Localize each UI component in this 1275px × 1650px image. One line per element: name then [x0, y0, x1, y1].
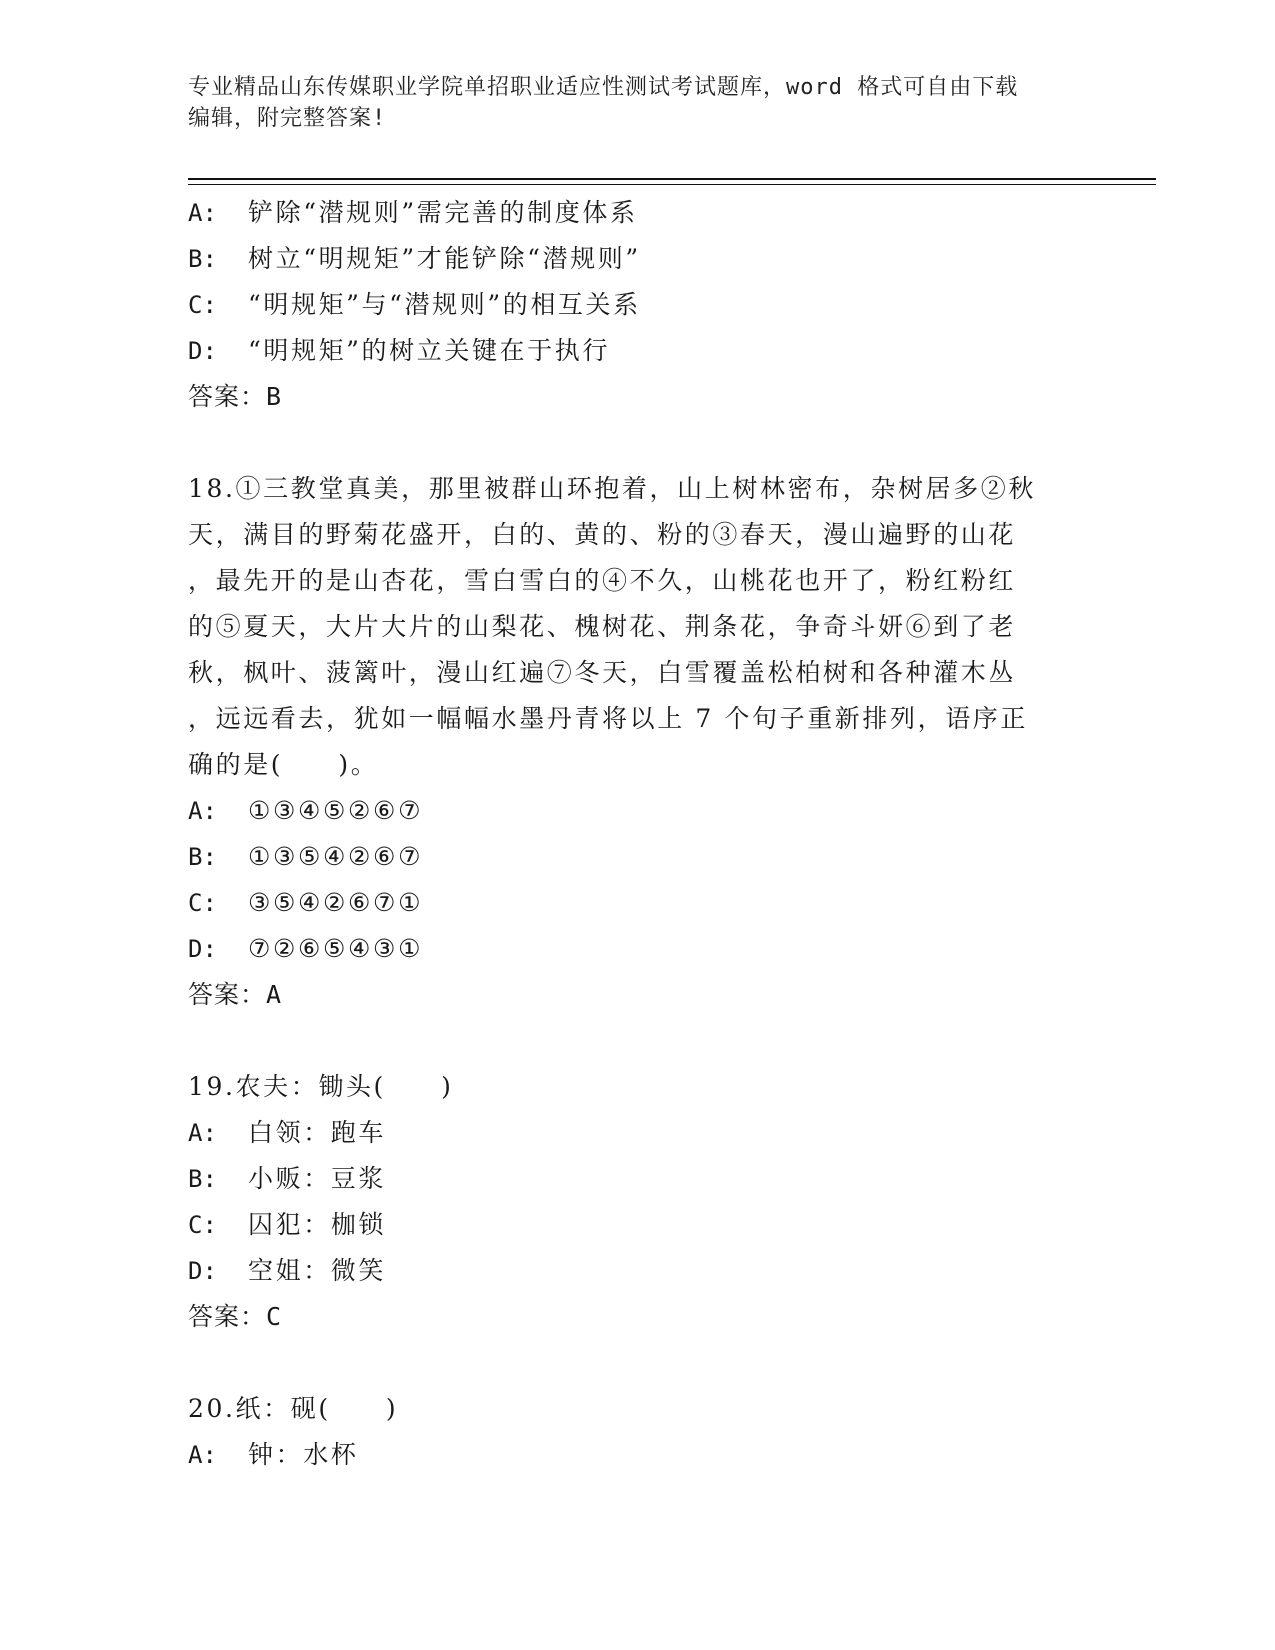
question-stem-line: ，最先开的是山杏花，雪白雪白的④不久，山桃花也开了，粉红粉红 — [188, 566, 1017, 595]
option-row — [188, 1156, 1088, 1202]
answer-row — [188, 1294, 1088, 1340]
option-row — [188, 834, 1088, 880]
option-letter: A: — [188, 199, 217, 227]
option-row — [188, 282, 1088, 328]
answer-label: 答案： — [188, 980, 267, 1009]
question-stem-line: 18.①三教堂真美，那里被群山环抱着，山上树林密布，杂树居多②秋 — [188, 474, 1036, 503]
answer-row — [188, 374, 1088, 420]
option-text: 空姐：微笑 — [248, 1256, 387, 1285]
option-letter: C: — [188, 291, 217, 319]
answer-row — [188, 972, 1088, 1018]
answer-value: A — [266, 980, 283, 1009]
option-letter: C: — [188, 1211, 217, 1239]
option-letter: A: — [188, 1441, 217, 1469]
option-row — [188, 1202, 1088, 1248]
option-row — [188, 926, 1088, 972]
option-text: 树立“明规矩”才能铲除“潜规则” — [248, 244, 641, 273]
answer-label: 答案： — [188, 382, 267, 411]
option-text: 钟：水杯 — [248, 1440, 359, 1469]
option-text: 铲除“潜规则”需完善的制度体系 — [248, 198, 638, 227]
option-letter: D: — [188, 1257, 217, 1285]
question-stem-line: 天，满目的野菊花盛开，白的、黄的、粉的③春天，漫山遍野的山花 — [188, 520, 1017, 549]
question-content — [188, 190, 1088, 1478]
option-letter: C: — [188, 889, 217, 917]
option-text: ⑦②⑥⑤④③① — [248, 934, 424, 963]
question-stem-line: 确的是( )。 — [188, 750, 379, 779]
option-text: ①③④⑤②⑥⑦ — [248, 796, 424, 825]
option-row — [188, 1248, 1088, 1294]
spacer — [188, 420, 1088, 466]
option-letter: B: — [188, 1165, 217, 1193]
option-text: “明规矩”的树立关键在于执行 — [248, 336, 610, 365]
question-stem-line: ，远远看去，犹如一幅幅水墨丹青将以上 7 个句子重新排列，语序正 — [188, 704, 1029, 733]
option-row — [188, 236, 1088, 282]
header-line-1: 专业精品山东传媒职业学院单招职业适应性测试考试题库，word 格式可自由下载 — [188, 75, 1019, 100]
option-letter: B: — [188, 245, 217, 273]
option-row — [188, 1432, 1088, 1478]
option-row — [188, 190, 1088, 236]
question-17 — [188, 190, 1088, 420]
option-text: 囚犯：枷锁 — [248, 1210, 387, 1239]
option-text: “明规矩”与“潜规则”的相互关系 — [248, 290, 641, 319]
option-text: ①③⑤④②⑥⑦ — [248, 842, 424, 871]
question-stem-line: 的⑤夏天，大片大片的山梨花、槐树花、荆条花，争奇斗妍⑥到了老 — [188, 612, 1017, 641]
spacer — [188, 1018, 1088, 1064]
option-row — [188, 328, 1088, 374]
option-text: ③⑤④②⑥⑦① — [248, 888, 424, 917]
question-18 — [188, 466, 1088, 1018]
document-header — [188, 72, 1068, 134]
answer-value: B — [266, 382, 283, 411]
question-stem-line: 秋，枫叶、菠篱叶，漫山红遍⑦冬天，白雪覆盖松柏树和各种灌木丛 — [188, 658, 1017, 687]
header-line-2: 编辑，附完整答案! — [188, 106, 387, 131]
question-19 — [188, 1064, 1088, 1340]
question-20 — [188, 1386, 1088, 1478]
option-row — [188, 1110, 1088, 1156]
spacer — [188, 1340, 1088, 1386]
option-letter: B: — [188, 843, 217, 871]
header-divider-thick — [188, 178, 1156, 180]
option-text: 小贩：豆浆 — [248, 1164, 387, 1193]
option-row — [188, 880, 1088, 926]
answer-label: 答案： — [188, 1302, 267, 1331]
header-divider-thin — [188, 184, 1156, 185]
option-text: 白领：跑车 — [248, 1118, 387, 1147]
question-stem: 19.农夫：锄头( ) — [188, 1072, 454, 1101]
answer-value: C — [266, 1302, 283, 1331]
option-letter: D: — [188, 337, 217, 365]
question-stem: 20.纸：砚( ) — [188, 1394, 399, 1423]
option-row — [188, 788, 1088, 834]
option-letter: A: — [188, 797, 217, 825]
option-letter: A: — [188, 1119, 217, 1147]
option-letter: D: — [188, 935, 217, 963]
